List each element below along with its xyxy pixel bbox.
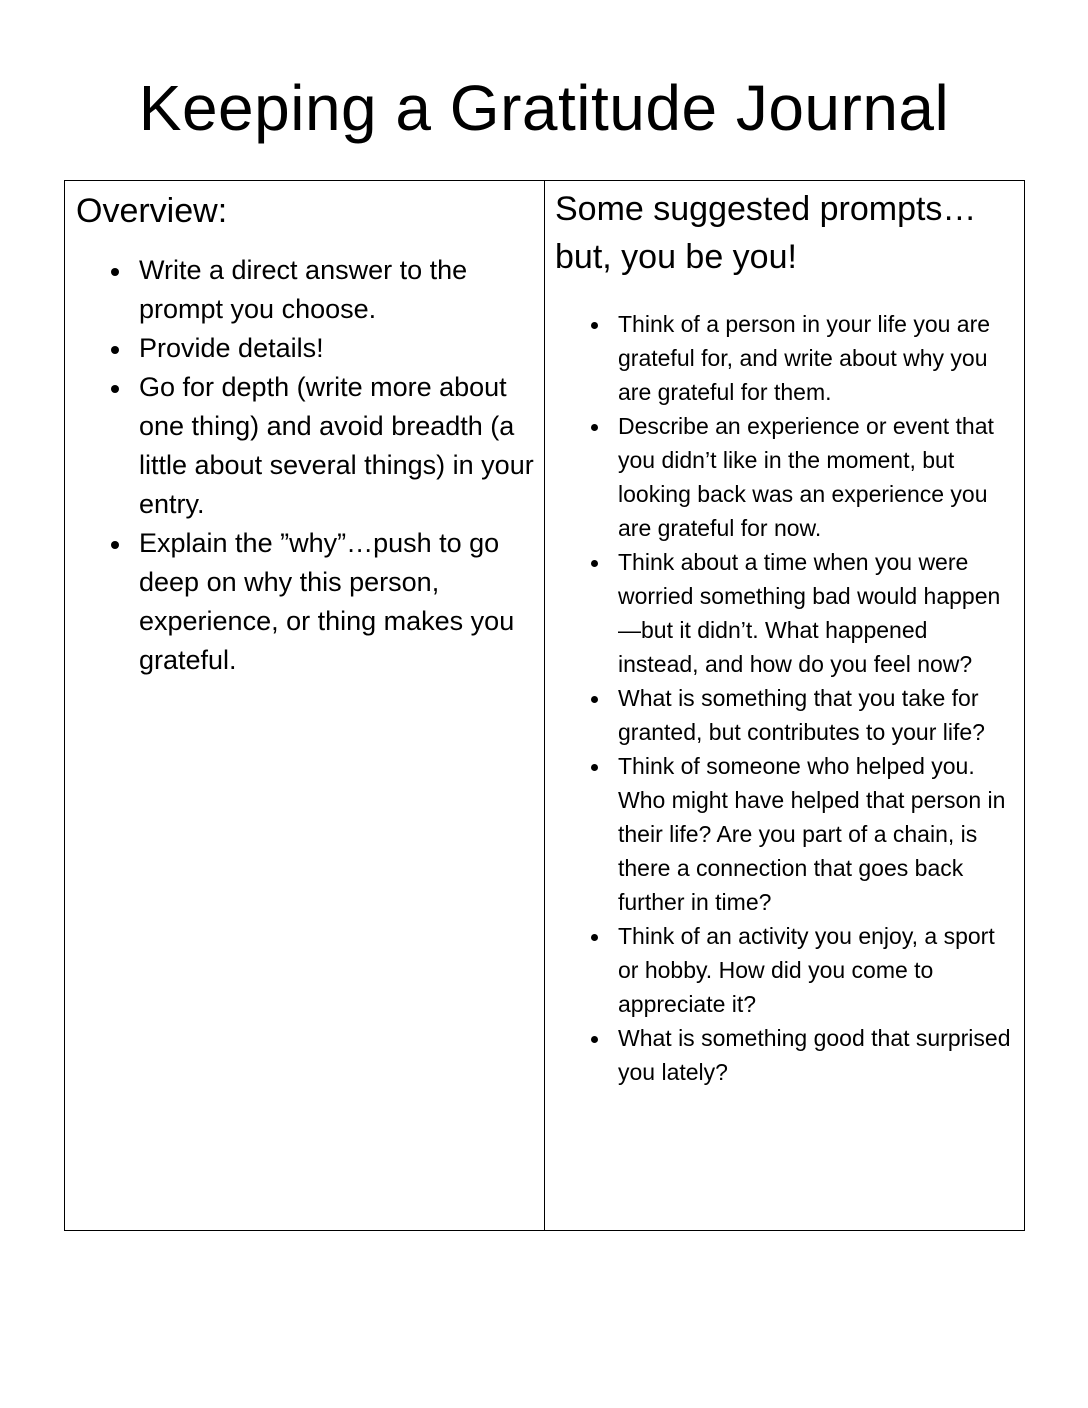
- overview-item: [139, 251, 534, 329]
- bullet-icon: [105, 368, 125, 407]
- overview-item: [139, 329, 534, 368]
- prompt-item: [618, 1021, 1014, 1089]
- overview-heading: Overview:: [76, 192, 228, 230]
- bullet-icon: [584, 307, 604, 341]
- bullet-icon: [105, 251, 125, 290]
- prompt-item: [618, 749, 1014, 919]
- overview-item-text: Write a direct answer to the prompt you choose.: [139, 255, 468, 324]
- overview-item-text: Explain the ”why”…push to go deep on why this person, experience, or thing makes you grateful.: [139, 528, 515, 675]
- prompt-item-text: Think of a person in your life you are grateful for, and write about why you are grateful for them.: [618, 311, 991, 405]
- bullet-icon: [584, 545, 604, 579]
- bullet-icon: [105, 329, 125, 368]
- bullet-icon: [584, 681, 604, 715]
- overview-item: [139, 524, 534, 680]
- overview-column: [65, 181, 545, 1230]
- bullet-icon: [584, 749, 604, 783]
- prompt-item: [618, 409, 1014, 545]
- page-title: Keeping a Gratitude Journal: [138, 72, 950, 144]
- overview-item-text: Provide details!: [139, 333, 324, 363]
- overview-item-text: Go for depth (write more about one thing) and avoid breadth (a little about several things) in your entry.: [139, 372, 534, 519]
- bullet-icon: [105, 524, 125, 563]
- overview-item: [139, 368, 534, 524]
- prompt-item-text: Think about a time when you were worried something bad would happen—but it didn’t. What happened instead, and how do you feel now?: [618, 549, 1001, 677]
- prompt-item-text: Think of someone who helped you. Who might have helped that person in their life? Are you part of a chain, is there a connection that goes back further in time?: [618, 753, 1006, 915]
- prompt-item-text: What is something good that surprised you lately?: [618, 1025, 1011, 1085]
- prompts-column: [545, 181, 1024, 1230]
- prompts-heading: Some suggested prompts…but, you be you!: [555, 190, 977, 276]
- prompt-item-text: Describe an experience or event that you didn’t like in the moment, but looking back was an experience you are grateful for now.: [618, 413, 994, 541]
- prompt-item: [618, 919, 1014, 1021]
- prompt-item-text: Think of an activity you enjoy, a sport or hobby. How did you come to appreciate it?: [618, 923, 995, 1017]
- bullet-icon: [584, 919, 604, 953]
- prompts-list: [555, 307, 1014, 1089]
- bullet-icon: [584, 1021, 604, 1055]
- prompt-item: [618, 681, 1014, 749]
- prompt-item-text: What is something that you take for granted, but contributes to your life?: [618, 685, 985, 745]
- overview-list: [76, 251, 534, 680]
- prompt-item: [618, 545, 1014, 681]
- prompt-item: [618, 307, 1014, 409]
- content-table: [64, 180, 1025, 1231]
- bullet-icon: [584, 409, 604, 443]
